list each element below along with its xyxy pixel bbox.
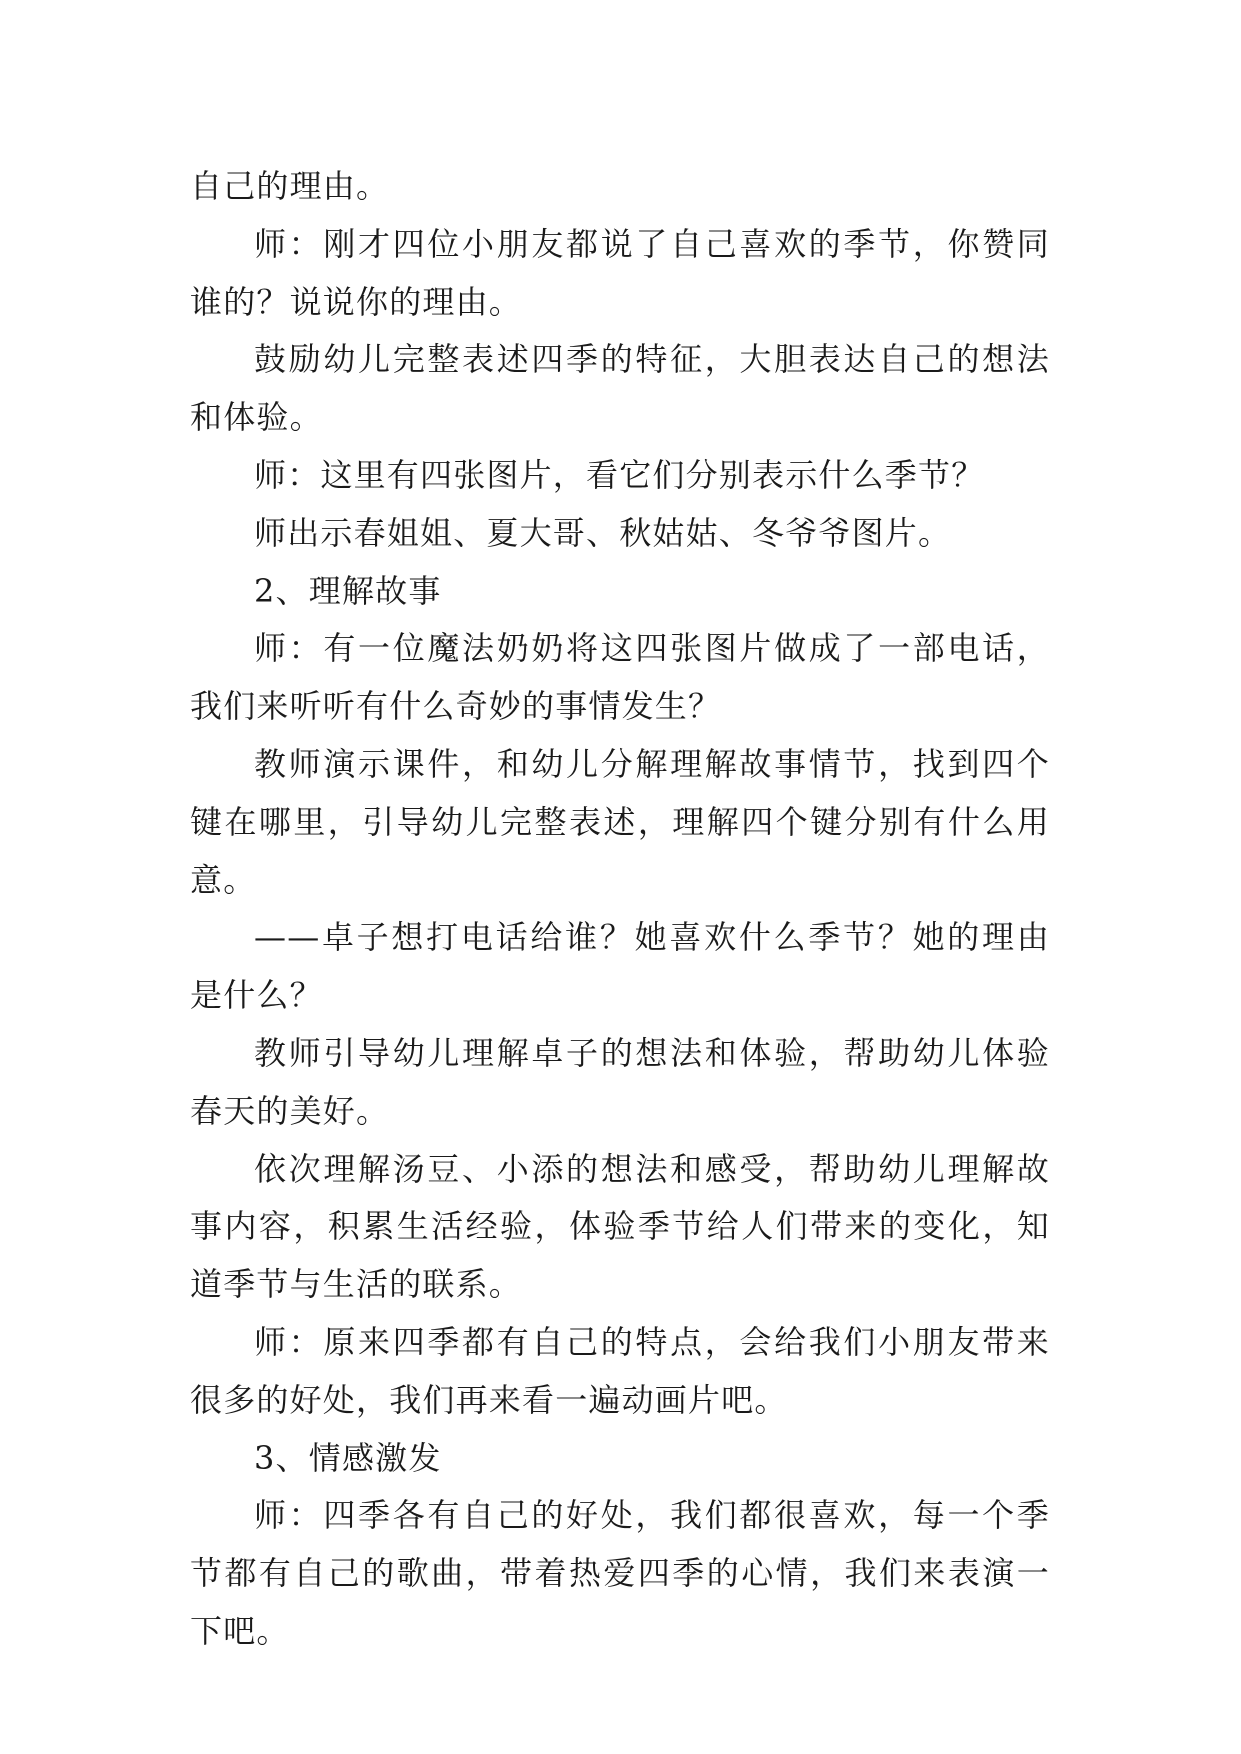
paragraph-continued: 自己的理由。 [190,167,390,205]
paragraph-spring: 教师引导幼儿理解卓子的想法和体验，帮助幼儿体验春天的美好。 [190,1033,1050,1130]
paragraph-perform: 师：四季各有自己的好处，我们都很喜欢，每一个季节都有自己的歌曲，带着热爱四季的心情，我们来表演一下吧。 [190,1496,1050,1650]
paragraph-four-pictures: 师：这里有四张图片，看它们分别表示什么季节？ [254,455,985,494]
paragraph-encourage: 鼓励幼儿完整表述四季的特征，大胆表达自己的想法和体验。 [190,340,1050,437]
paragraph-magic-phone: 师：有一位魔法奶奶将这四张图片做成了一部电话，我们来听听有什么奇妙的事情发生？ [190,629,1050,726]
paragraph-show-pictures: 师出示春姐姐、夏大哥、秋姑姑、冬爷爷图片。 [254,513,952,552]
paragraph-tangdou-xiaotian: 依次理解汤豆、小添的想法和感受，帮助幼儿理解故事内容，积累生活经验，体验季节给人们带来的变化，知道季节与生活的联系。 [190,1149,1050,1304]
paragraph-courseware: 教师演示课件，和幼儿分解理解故事情节，找到四个键在哪里，引导幼儿完整表述，理解四个键分别有什么用意。 [190,744,1050,899]
document-body [190,158,1050,1661]
paragraph-teacher-question: 师：刚才四位小朋友都说了自己喜欢的季节，你赞同谁的？说说你的理由。 [190,224,1050,321]
section-heading-emotion: 3、情感激发 [254,1438,442,1477]
paragraph-zhuozi-question: ——卓子想打电话给谁？她喜欢什么季节？她的理由是什么？ [190,918,1050,1015]
paragraph-four-seasons-benefits: 师：原来四季都有自己的特点，会给我们小朋友带来很多的好处，我们再来看一遍动画片吧。 [190,1322,1050,1419]
section-heading-understand-story: 2、理解故事 [254,571,442,610]
